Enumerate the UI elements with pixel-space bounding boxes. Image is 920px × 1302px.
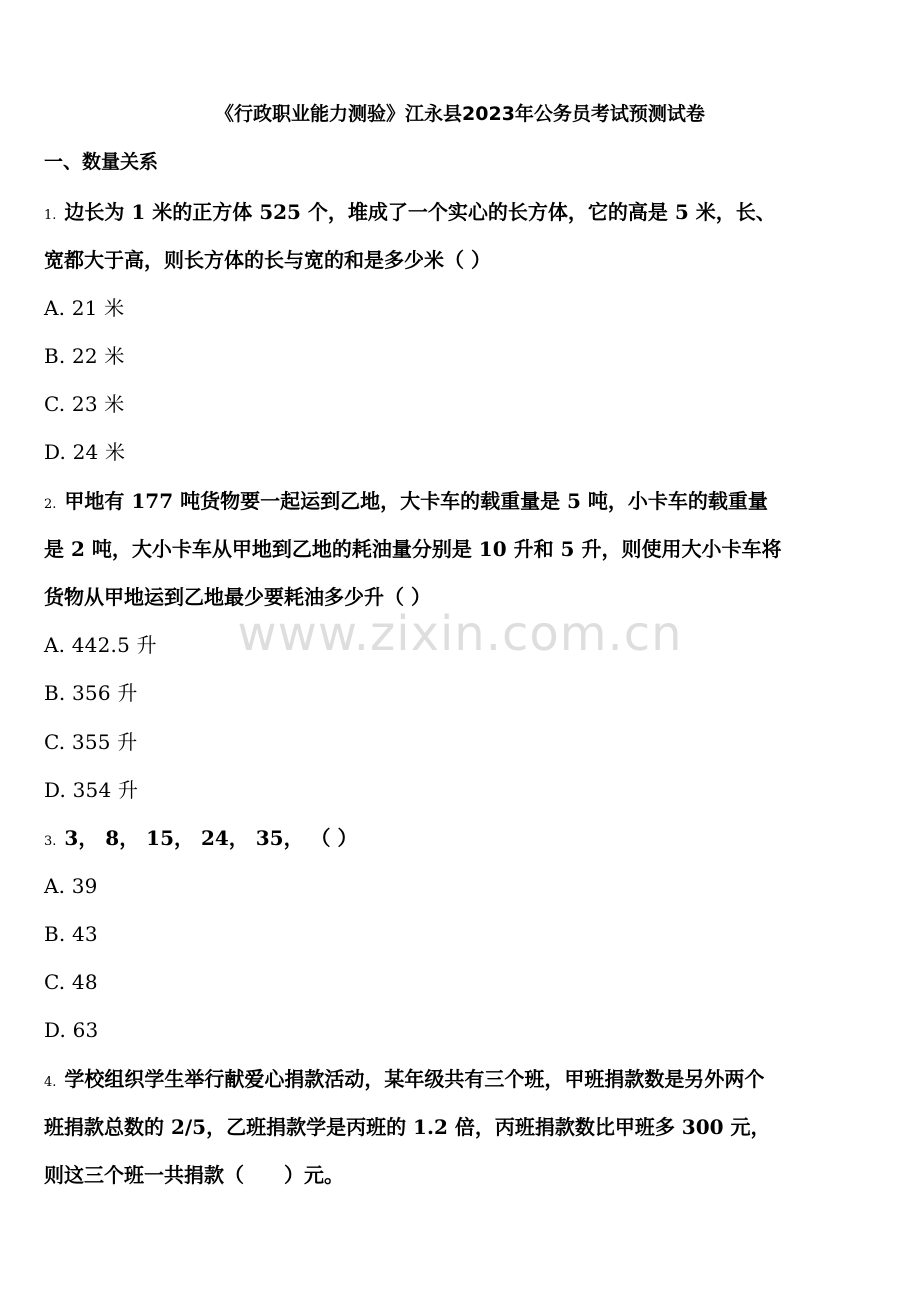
section-heading: 一、数量关系 <box>44 151 159 173</box>
question-2-line-1: 2. 甲地有 177 吨货物要一起运到乙地，大卡车的载重量是 5 吨，小卡车的载重量 <box>44 489 768 513</box>
watermark: www.zixin.com.cn <box>237 606 683 662</box>
question-4-line-1: 4. 学校组织学生举行献爱心捐款活动，某年级共有三个班，甲班捐款数是另外两个 <box>44 1067 765 1091</box>
question-1-option-a: A. 21 米 <box>44 296 125 320</box>
page-title: 《行政职业能力测验》江永县2023年公务员考试预测试卷 <box>215 103 705 125</box>
question-2-option-c: C. 355 升 <box>44 730 138 754</box>
question-1-option-c: C. 23 米 <box>44 392 125 416</box>
question-1-line-1: 1. 边长为 1 米的正方体 525 个，堆成了一个实心的长方体，它的高是 5 米，长、 <box>44 200 776 224</box>
question-number: 1. <box>44 208 57 223</box>
question-4-line-2: 班捐款总数的 2/5，乙班捐款学是丙班的 1.2 倍，丙班捐款数比甲班多 300 元， <box>44 1115 771 1139</box>
question-1-line-2: 宽都大于高，则长方体的长与宽的和是多少米（ ） <box>44 248 491 272</box>
question-number: 2. <box>44 497 57 512</box>
question-2-option-b: B. 356 升 <box>44 681 138 705</box>
question-number: 3. <box>44 834 57 849</box>
question-4-line-3: 则这三个班一共捐款（ ）元。 <box>44 1163 344 1187</box>
question-3-option-a: A. 39 <box>44 874 98 898</box>
question-2-option-d: D. 354 升 <box>44 778 139 802</box>
question-2-option-a: A. 442.5 升 <box>44 633 157 657</box>
question-3-option-b: B. 43 <box>44 922 98 946</box>
question-3-line-1: 3. 3， 8， 15， 24， 35， （ ） <box>44 826 358 850</box>
question-2-line-3: 货物从甲地运到乙地最少要耗油多少升（ ） <box>44 585 431 609</box>
question-1-option-d: D. 24 米 <box>44 440 126 464</box>
question-1-option-b: B. 22 米 <box>44 344 125 368</box>
question-2-line-2: 是 2 吨，大小卡车从甲地到乙地的耗油量分别是 10 升和 5 升，则使用大小卡车将 <box>44 537 782 561</box>
question-3-option-d: D. 63 <box>44 1018 99 1042</box>
question-number: 4. <box>44 1075 57 1090</box>
question-3-option-c: C. 48 <box>44 970 98 994</box>
